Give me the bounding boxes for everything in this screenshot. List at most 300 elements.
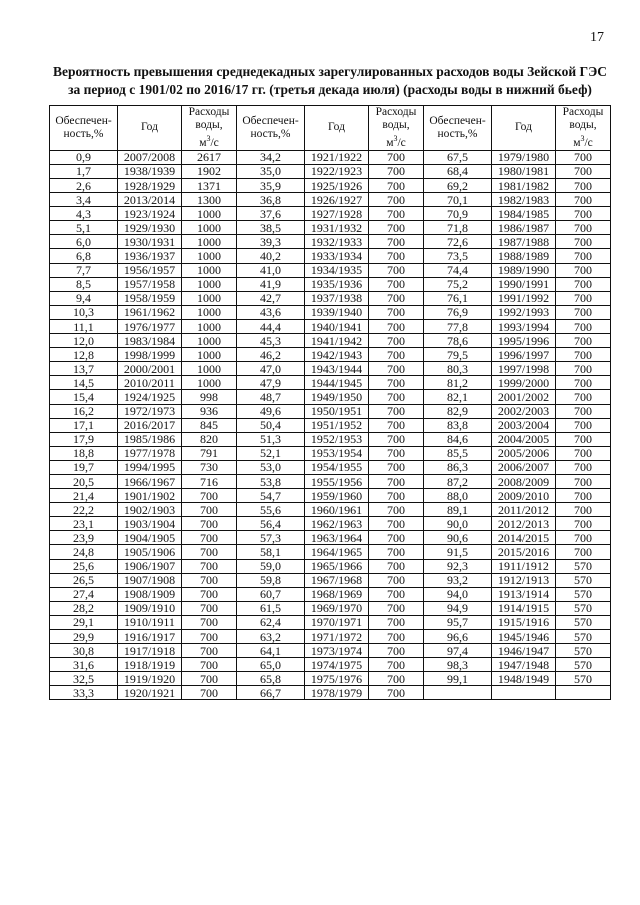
- obespechennost-cell: 93,2: [424, 573, 492, 587]
- table-title-line-2: за период с 1901/02 по 2016/17 гг. (третья декада июля) (расходы воды в нижний бьеф): [68, 82, 592, 97]
- year-cell: 1905/1906: [118, 545, 182, 559]
- year-cell: 2013/2014: [118, 193, 182, 207]
- obespechennost-cell: 99,1: [424, 672, 492, 686]
- obespechennost-cell: 48,7: [237, 390, 305, 404]
- obespechennost-cell: 77,8: [424, 319, 492, 333]
- discharge-cell: 700: [369, 601, 424, 615]
- header-god: Год: [118, 106, 182, 151]
- obespechennost-cell: 17,9: [50, 432, 118, 446]
- obespechennost-cell: 90,6: [424, 531, 492, 545]
- obespechennost-cell: 66,7: [237, 686, 305, 700]
- table-row: [50, 686, 611, 700]
- obespechennost-cell: 62,4: [237, 615, 305, 629]
- obespechennost-cell: 78,6: [424, 334, 492, 348]
- obespechennost-cell: 23,9: [50, 531, 118, 545]
- discharge-cell: 700: [182, 644, 237, 658]
- year-cell: 1987/1988: [492, 235, 556, 249]
- table-row: [50, 150, 611, 164]
- obespechennost-cell: 30,8: [50, 644, 118, 658]
- discharge-cell: 700: [369, 418, 424, 432]
- discharge-cell: 700: [369, 517, 424, 531]
- obespechennost-cell: 15,4: [50, 390, 118, 404]
- discharge-cell: 1000: [182, 235, 237, 249]
- discharge-cell: 700: [369, 573, 424, 587]
- obespechennost-cell: 54,7: [237, 489, 305, 503]
- discharge-cell: 700: [556, 150, 611, 164]
- discharge-cell: 700: [182, 587, 237, 601]
- year-cell: 1950/1951: [305, 404, 369, 418]
- year-cell: 1902/1903: [118, 503, 182, 517]
- discharge-cell: 700: [556, 263, 611, 277]
- obespechennost-cell: 96,6: [424, 630, 492, 644]
- year-cell: 2001/2002: [492, 390, 556, 404]
- year-cell: 1928/1929: [118, 179, 182, 193]
- year-cell: 1926/1927: [305, 193, 369, 207]
- year-cell: 1978/1979: [305, 686, 369, 700]
- discharge-cell: 1371: [182, 179, 237, 193]
- discharge-cell: 700: [369, 179, 424, 193]
- obespechennost-cell: 84,6: [424, 432, 492, 446]
- table-body: [50, 150, 611, 700]
- obespechennost-cell: 79,5: [424, 348, 492, 362]
- table-row: [50, 376, 611, 390]
- discharge-cell: 570: [556, 658, 611, 672]
- year-cell: 1953/1954: [305, 446, 369, 460]
- discharge-cell: 700: [369, 404, 424, 418]
- obespechennost-cell: 17,1: [50, 418, 118, 432]
- year-cell: 1952/1953: [305, 432, 369, 446]
- year-cell: 1935/1936: [305, 277, 369, 291]
- year-cell: 1975/1976: [305, 672, 369, 686]
- discharge-cell: 700: [369, 474, 424, 488]
- year-cell: 1917/1918: [118, 644, 182, 658]
- year-cell: 2016/2017: [118, 418, 182, 432]
- discharge-cell: [556, 686, 611, 700]
- obespechennost-cell: 87,2: [424, 474, 492, 488]
- obespechennost-cell: 53,8: [237, 474, 305, 488]
- year-cell: 1979/1980: [492, 150, 556, 164]
- table-row: [50, 432, 611, 446]
- table-title-line-1: Вероятность превышения среднедекадных зарегулированных расходов воды Зейской ГЭС: [52, 64, 607, 79]
- year-cell: 1922/1923: [305, 164, 369, 178]
- discharge-cell: 700: [369, 559, 424, 573]
- obespechennost-cell: 67,5: [424, 150, 492, 164]
- year-cell: 1931/1932: [305, 221, 369, 235]
- obespechennost-cell: 63,2: [237, 630, 305, 644]
- discharge-cell: 700: [369, 207, 424, 221]
- year-cell: 2015/2016: [492, 545, 556, 559]
- discharge-cell: 1000: [182, 376, 237, 390]
- discharge-cell: 730: [182, 460, 237, 474]
- discharge-cell: 700: [556, 291, 611, 305]
- year-cell: 2002/2003: [492, 404, 556, 418]
- discharge-cell: 700: [369, 150, 424, 164]
- obespechennost-cell: 25,6: [50, 559, 118, 573]
- year-cell: 1918/1919: [118, 658, 182, 672]
- table-row: [50, 319, 611, 333]
- year-cell: 1934/1935: [305, 263, 369, 277]
- discharge-cell: 845: [182, 418, 237, 432]
- discharge-cell: 700: [369, 390, 424, 404]
- obespechennost-cell: 1,7: [50, 164, 118, 178]
- discharge-cell: 700: [369, 432, 424, 446]
- obespechennost-cell: 28,2: [50, 601, 118, 615]
- year-cell: 1939/1940: [305, 305, 369, 319]
- obespechennost-cell: 16,2: [50, 404, 118, 418]
- obespechennost-cell: 13,7: [50, 362, 118, 376]
- discharge-cell: 1000: [182, 207, 237, 221]
- year-cell: 1907/1908: [118, 573, 182, 587]
- obespechennost-cell: 6,8: [50, 249, 118, 263]
- discharge-cell: 700: [556, 207, 611, 221]
- discharge-cell: 700: [369, 348, 424, 362]
- table-row: [50, 630, 611, 644]
- obespechennost-cell: 21,4: [50, 489, 118, 503]
- obespechennost-cell: 12,0: [50, 334, 118, 348]
- obespechennost-cell: 51,3: [237, 432, 305, 446]
- obespechennost-cell: 70,9: [424, 207, 492, 221]
- year-cell: 1998/1999: [118, 348, 182, 362]
- year-cell: 1976/1977: [118, 319, 182, 333]
- header-row: [50, 106, 611, 151]
- year-cell: 2008/2009: [492, 474, 556, 488]
- obespechennost-cell: [424, 686, 492, 700]
- table-row: [50, 601, 611, 615]
- table-row: [50, 545, 611, 559]
- obespechennost-cell: 50,4: [237, 418, 305, 432]
- discharge-cell: 700: [182, 531, 237, 545]
- obespechennost-cell: 42,7: [237, 291, 305, 305]
- obespechennost-cell: 91,5: [424, 545, 492, 559]
- obespechennost-cell: 94,0: [424, 587, 492, 601]
- year-cell: 1959/1960: [305, 489, 369, 503]
- obespechennost-cell: 83,8: [424, 418, 492, 432]
- discharge-cell: 1000: [182, 362, 237, 376]
- obespechennost-cell: 61,5: [237, 601, 305, 615]
- discharge-cell: 2617: [182, 150, 237, 164]
- discharge-cell: 700: [369, 221, 424, 235]
- discharge-cell: 700: [182, 559, 237, 573]
- table-row: [50, 179, 611, 193]
- discharge-cell: 1000: [182, 348, 237, 362]
- year-cell: 1985/1986: [118, 432, 182, 446]
- year-cell: 2011/2012: [492, 503, 556, 517]
- year-cell: 1946/1947: [492, 644, 556, 658]
- year-cell: 1929/1930: [118, 221, 182, 235]
- year-cell: 2006/2007: [492, 460, 556, 474]
- discharge-cell: 700: [369, 531, 424, 545]
- year-cell: 1938/1939: [118, 164, 182, 178]
- discharge-cell: 700: [369, 249, 424, 263]
- obespechennost-cell: 57,3: [237, 531, 305, 545]
- year-cell: 1923/1924: [118, 207, 182, 221]
- obespechennost-cell: 14,5: [50, 376, 118, 390]
- obespechennost-cell: 6,0: [50, 235, 118, 249]
- discharge-cell: 700: [369, 334, 424, 348]
- obespechennost-cell: 7,7: [50, 263, 118, 277]
- year-cell: 2005/2006: [492, 446, 556, 460]
- obespechennost-cell: 35,9: [237, 179, 305, 193]
- year-cell: 1911/1912: [492, 559, 556, 573]
- year-cell: 1927/1928: [305, 207, 369, 221]
- table-row: [50, 291, 611, 305]
- discharge-cell: 570: [556, 630, 611, 644]
- year-cell: 1964/1965: [305, 545, 369, 559]
- table-row: [50, 404, 611, 418]
- obespechennost-cell: 27,4: [50, 587, 118, 601]
- table-row: [50, 503, 611, 517]
- obespechennost-cell: 9,4: [50, 291, 118, 305]
- year-cell: 1981/1982: [492, 179, 556, 193]
- obespechennost-cell: 20,5: [50, 474, 118, 488]
- discharge-cell: 700: [556, 249, 611, 263]
- year-cell: 1908/1909: [118, 587, 182, 601]
- table-row: [50, 221, 611, 235]
- discharge-cell: 570: [556, 601, 611, 615]
- discharge-cell: 700: [556, 517, 611, 531]
- year-cell: 2004/2005: [492, 432, 556, 446]
- table-row: [50, 277, 611, 291]
- discharge-cell: 700: [369, 615, 424, 629]
- discharge-cell: 570: [556, 672, 611, 686]
- header-obespechennost: Обеспечен- ность,%: [237, 106, 305, 151]
- year-cell: 1972/1973: [118, 404, 182, 418]
- obespechennost-cell: 11,1: [50, 319, 118, 333]
- year-cell: 2010/2011: [118, 376, 182, 390]
- table-row: [50, 418, 611, 432]
- obespechennost-cell: 43,6: [237, 305, 305, 319]
- obespechennost-cell: 72,6: [424, 235, 492, 249]
- obespechennost-cell: 40,2: [237, 249, 305, 263]
- obespechennost-cell: 74,4: [424, 263, 492, 277]
- table-row: [50, 235, 611, 249]
- obespechennost-cell: 88,0: [424, 489, 492, 503]
- discharge-cell: 700: [556, 362, 611, 376]
- obespechennost-cell: 80,3: [424, 362, 492, 376]
- obespechennost-cell: 58,1: [237, 545, 305, 559]
- discharge-cell: 936: [182, 404, 237, 418]
- obespechennost-cell: 12,8: [50, 348, 118, 362]
- discharge-cell: 700: [556, 376, 611, 390]
- obespechennost-cell: 59,0: [237, 559, 305, 573]
- discharge-cell: 700: [556, 474, 611, 488]
- obespechennost-cell: 82,9: [424, 404, 492, 418]
- obespechennost-cell: 52,1: [237, 446, 305, 460]
- year-cell: 1914/1915: [492, 601, 556, 615]
- year-cell: 1944/1945: [305, 376, 369, 390]
- year-cell: 1909/1910: [118, 601, 182, 615]
- table-row: [50, 362, 611, 376]
- table-row: [50, 573, 611, 587]
- header-rashody: Расходы воды, $м^3/с$: [182, 106, 237, 151]
- obespechennost-cell: 86,3: [424, 460, 492, 474]
- obespechennost-cell: 81,2: [424, 376, 492, 390]
- discharge-cell: 700: [556, 418, 611, 432]
- obespechennost-cell: 0,9: [50, 150, 118, 164]
- obespechennost-cell: 22,2: [50, 503, 118, 517]
- table-row: [50, 193, 611, 207]
- discharge-cell: 700: [182, 545, 237, 559]
- table-row: [50, 489, 611, 503]
- year-cell: 1957/1958: [118, 277, 182, 291]
- obespechennost-cell: 49,6: [237, 404, 305, 418]
- year-cell: 2012/2013: [492, 517, 556, 531]
- header-rashody: Расходы воды, $м^3/с$: [556, 106, 611, 151]
- year-cell: 2000/2001: [118, 362, 182, 376]
- discharge-cell: 700: [556, 193, 611, 207]
- year-cell: 1962/1963: [305, 517, 369, 531]
- table-row: [50, 249, 611, 263]
- discharge-cell: 700: [369, 658, 424, 672]
- year-cell: 1971/1972: [305, 630, 369, 644]
- year-cell: 1910/1911: [118, 615, 182, 629]
- discharge-cell: 570: [556, 615, 611, 629]
- obespechennost-cell: 4,3: [50, 207, 118, 221]
- year-cell: 1915/1916: [492, 615, 556, 629]
- discharge-cell: 791: [182, 446, 237, 460]
- discharge-cell: 700: [182, 489, 237, 503]
- discharge-cell: 700: [369, 545, 424, 559]
- year-cell: 1970/1971: [305, 615, 369, 629]
- year-cell: 1925/1926: [305, 179, 369, 193]
- discharge-cell: 700: [182, 686, 237, 700]
- table-row: [50, 446, 611, 460]
- obespechennost-cell: 65,8: [237, 672, 305, 686]
- discharge-cell: 700: [556, 334, 611, 348]
- discharge-cell: 570: [556, 644, 611, 658]
- discharge-cell: 700: [182, 615, 237, 629]
- year-cell: 1913/1914: [492, 587, 556, 601]
- obespechennost-cell: 90,0: [424, 517, 492, 531]
- discharge-cell: 700: [182, 658, 237, 672]
- year-cell: 1993/1994: [492, 319, 556, 333]
- year-cell: 2003/2004: [492, 418, 556, 432]
- obespechennost-cell: 36,8: [237, 193, 305, 207]
- discharge-cell: 700: [556, 305, 611, 319]
- discharge-cell: 700: [556, 531, 611, 545]
- obespechennost-cell: 47,0: [237, 362, 305, 376]
- discharge-cell: 700: [556, 348, 611, 362]
- year-cell: 1937/1938: [305, 291, 369, 305]
- discharge-cell: 998: [182, 390, 237, 404]
- discharge-cell: 1000: [182, 334, 237, 348]
- table-row: [50, 559, 611, 573]
- discharge-cell: 700: [369, 376, 424, 390]
- header-obespechennost: Обеспечен- ность,%: [50, 106, 118, 151]
- year-cell: 1919/1920: [118, 672, 182, 686]
- year-cell: 1924/1925: [118, 390, 182, 404]
- year-cell: 1941/1942: [305, 334, 369, 348]
- obespechennost-cell: 26,5: [50, 573, 118, 587]
- year-cell: 1947/1948: [492, 658, 556, 672]
- obespechennost-cell: 76,1: [424, 291, 492, 305]
- year-cell: 1948/1949: [492, 672, 556, 686]
- discharge-cell: 700: [556, 545, 611, 559]
- year-cell: 1930/1931: [118, 235, 182, 249]
- year-cell: 1996/1997: [492, 348, 556, 362]
- table-row: [50, 644, 611, 658]
- year-cell: 1933/1934: [305, 249, 369, 263]
- discharge-cell: 700: [182, 630, 237, 644]
- table-row: [50, 517, 611, 531]
- discharge-cell: 1000: [182, 291, 237, 305]
- obespechennost-cell: 97,4: [424, 644, 492, 658]
- table-row: [50, 672, 611, 686]
- discharge-cell: 700: [556, 235, 611, 249]
- discharge-cell: 700: [556, 446, 611, 460]
- discharge-cell: 1000: [182, 277, 237, 291]
- discharge-cell: 700: [369, 630, 424, 644]
- header-god: Год: [305, 106, 369, 151]
- year-cell: 1916/1917: [118, 630, 182, 644]
- obespechennost-cell: 94,9: [424, 601, 492, 615]
- year-cell: 1994/1995: [118, 460, 182, 474]
- discharge-cell: 1000: [182, 305, 237, 319]
- year-cell: [492, 686, 556, 700]
- obespechennost-cell: 39,3: [237, 235, 305, 249]
- year-cell: 1989/1990: [492, 263, 556, 277]
- discharge-cell: 700: [556, 489, 611, 503]
- year-cell: 1983/1984: [118, 334, 182, 348]
- year-cell: 1920/1921: [118, 686, 182, 700]
- obespechennost-cell: 5,1: [50, 221, 118, 235]
- discharge-cell: 700: [369, 277, 424, 291]
- discharge-cell: 1300: [182, 193, 237, 207]
- discharge-cell: 700: [556, 221, 611, 235]
- obespechennost-cell: 98,3: [424, 658, 492, 672]
- obespechennost-cell: 8,5: [50, 277, 118, 291]
- obespechennost-cell: 75,2: [424, 277, 492, 291]
- year-cell: 1954/1955: [305, 460, 369, 474]
- discharge-cell: 716: [182, 474, 237, 488]
- obespechennost-cell: 47,9: [237, 376, 305, 390]
- obespechennost-cell: 65,0: [237, 658, 305, 672]
- year-cell: 1990/1991: [492, 277, 556, 291]
- discharge-cell: 700: [182, 573, 237, 587]
- discharge-cell: 700: [369, 587, 424, 601]
- table-row: [50, 334, 611, 348]
- year-cell: 1966/1967: [118, 474, 182, 488]
- table-row: [50, 207, 611, 221]
- table-row: [50, 474, 611, 488]
- year-cell: 1943/1944: [305, 362, 369, 376]
- discharge-cell: 700: [182, 503, 237, 517]
- obespechennost-cell: 33,3: [50, 686, 118, 700]
- year-cell: 1960/1961: [305, 503, 369, 517]
- obespechennost-cell: 70,1: [424, 193, 492, 207]
- year-cell: 1969/1970: [305, 601, 369, 615]
- obespechennost-cell: 34,2: [237, 150, 305, 164]
- year-cell: 1940/1941: [305, 319, 369, 333]
- header-rashody: Расходы воды, $м^3/с$: [369, 106, 424, 151]
- year-cell: 1942/1943: [305, 348, 369, 362]
- obespechennost-cell: 59,8: [237, 573, 305, 587]
- obespechennost-cell: 92,3: [424, 559, 492, 573]
- obespechennost-cell: 29,1: [50, 615, 118, 629]
- year-cell: 1997/1998: [492, 362, 556, 376]
- discharge-cell: 700: [182, 601, 237, 615]
- discharge-cell: 700: [369, 489, 424, 503]
- obespechennost-cell: 60,7: [237, 587, 305, 601]
- discharge-cell: 700: [369, 305, 424, 319]
- obespechennost-cell: 44,4: [237, 319, 305, 333]
- discharge-cell: 570: [556, 587, 611, 601]
- obespechennost-cell: 73,5: [424, 249, 492, 263]
- obespechennost-cell: 35,0: [237, 164, 305, 178]
- discharge-cell: 700: [556, 460, 611, 474]
- year-cell: 1986/1987: [492, 221, 556, 235]
- obespechennost-cell: 68,4: [424, 164, 492, 178]
